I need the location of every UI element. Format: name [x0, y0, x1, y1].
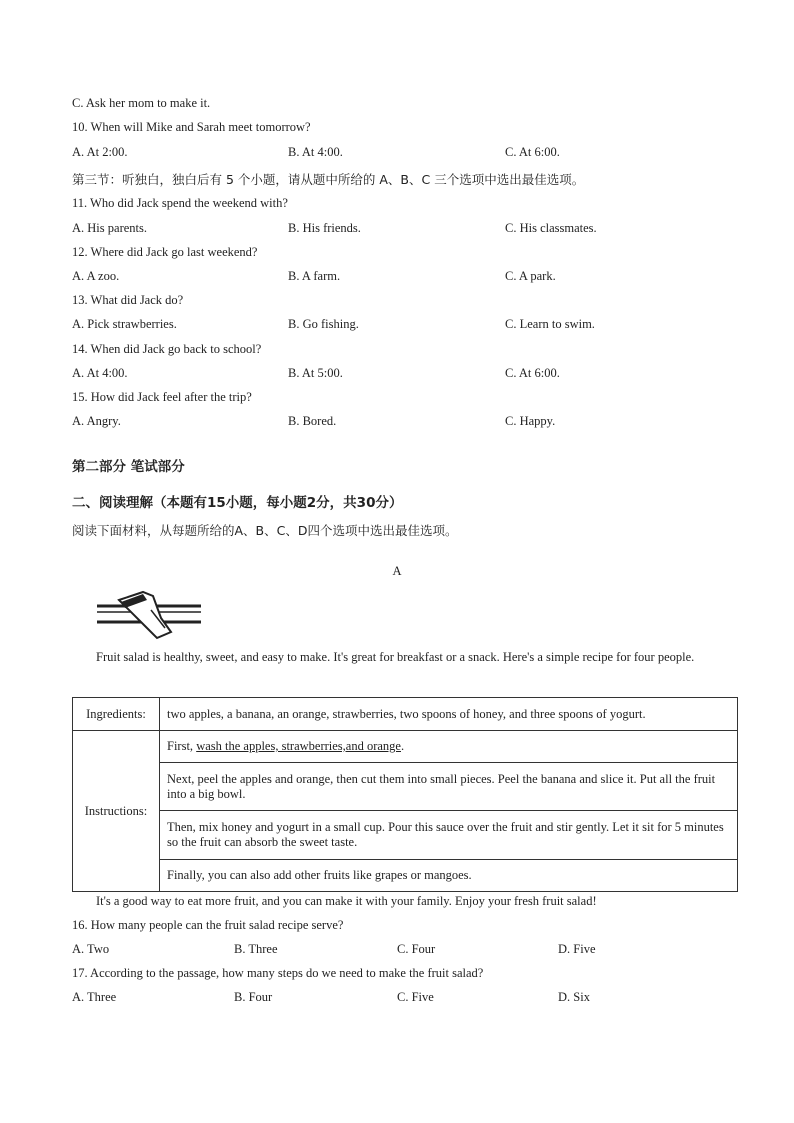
q15-question: 15. How did Jack feel after the trip?: [72, 390, 252, 404]
q10-option-c: C. At 6:00.: [505, 145, 560, 159]
q13-option-c: C. Learn to swim.: [505, 317, 595, 331]
q12-option-b: B. A farm.: [288, 269, 341, 283]
table-row: [73, 763, 738, 811]
q11-question: 11. Who did Jack spend the weekend with?: [72, 196, 288, 210]
q17-option-c: C. Five: [397, 990, 434, 1004]
reading-instruction: 阅读下面材料，从每题所给的A、B、C、D四个选项中选出最佳选项。: [72, 523, 458, 538]
passage-intro: Fruit salad is healthy, sweet, and easy to make. It's great for breakfast or a snack. Here's a simple recipe for four people.: [96, 650, 695, 664]
ingredients-label: Ingredients:: [73, 698, 160, 731]
q17-question: 17. According to the passage, how many steps do we need to make the fruit salad?: [72, 966, 484, 980]
q11-option-a: A. His parents.: [72, 221, 147, 235]
recipe-table: [72, 697, 738, 892]
q10-question: 10. When will Mike and Sarah meet tomorrow?: [72, 120, 311, 134]
q13-option-a: A. Pick strawberries.: [72, 317, 177, 331]
q15-option-c: C. Happy.: [505, 414, 556, 428]
q12-option-c: C. A park.: [505, 269, 556, 283]
part2-title: 第二部分 笔试部分: [72, 459, 185, 475]
q11-option-c: C. His classmates.: [505, 221, 597, 235]
q10-option-a: A. At 2:00.: [72, 145, 128, 159]
table-row: [73, 860, 738, 892]
q13-option-b: B. Go fishing.: [288, 317, 359, 331]
q12-question: 12. Where did Jack go last weekend?: [72, 245, 258, 259]
reading-section-title: 二、阅读理解（本题有15小题，每小题2分，共30分）: [72, 495, 403, 511]
table-row: [73, 731, 738, 763]
step1-underlined: wash the apples, strawberries,and orange: [196, 739, 401, 753]
q16-question: 16. How many people can the fruit salad recipe serve?: [72, 918, 344, 932]
ingredients-text: two apples, a banana, an orange, strawberries, two spoons of honey, and three spoons of yogurt.: [160, 698, 738, 731]
passage-closing: It's a good way to eat more fruit, and you can make it with your family. Enjoy your fresh fruit salad!: [96, 894, 597, 908]
instruction-step-4: Finally, you can also add other fruits like grapes or mangoes.: [160, 860, 738, 892]
instructions-label: Instructions:: [73, 731, 160, 892]
step1-prefix: First,: [167, 739, 197, 753]
step1-suffix: .: [400, 739, 405, 753]
section3-instruction: 第三节：听独白，独白后有 5 个小题，请从题中所给的 A、B、C 三个选项中选出最佳选项。: [72, 172, 585, 187]
knife-cutting-board-icon: [95, 588, 205, 640]
q17-option-a: A. Three: [72, 990, 117, 1004]
q14-option-c: C. At 6:00.: [505, 366, 560, 380]
q14-option-b: B. At 5:00.: [288, 366, 343, 380]
q15-option-a: A. Angry.: [72, 414, 121, 428]
q17-option-d: D. Six: [558, 990, 590, 1004]
table-row: [73, 698, 738, 731]
instruction-step-2: Next, peel the apples and orange, then cut them into small pieces. Peel the banana and slice it. Put all the fruit into a big bowl.: [160, 763, 738, 811]
instruction-step-1: [160, 731, 738, 763]
q14-question: 14. When did Jack go back to school?: [72, 342, 262, 356]
q15-option-b: B. Bored.: [288, 414, 337, 428]
q17-option-b: B. Four: [234, 990, 273, 1004]
q12-option-a: A. A zoo.: [72, 269, 120, 283]
passage-label: A: [392, 564, 402, 578]
q16-option-b: B. Three: [234, 942, 278, 956]
q16-option-c: C. Four: [397, 942, 436, 956]
q16-option-a: A. Two: [72, 942, 110, 956]
q11-option-b: B. His friends.: [288, 221, 361, 235]
q14-option-a: A. At 4:00.: [72, 366, 128, 380]
q9-option-c: C. Ask her mom to make it.: [72, 96, 211, 110]
q13-question: 13. What did Jack do?: [72, 293, 184, 307]
q10-option-b: B. At 4:00.: [288, 145, 343, 159]
instruction-step-3: Then, mix honey and yogurt in a small cup. Pour this sauce over the fruit and stir gently. Let it sit for 5 minutes so the fruit can absorb the sweet taste.: [160, 811, 738, 860]
table-row: [73, 811, 738, 860]
q16-option-d: D. Five: [558, 942, 596, 956]
